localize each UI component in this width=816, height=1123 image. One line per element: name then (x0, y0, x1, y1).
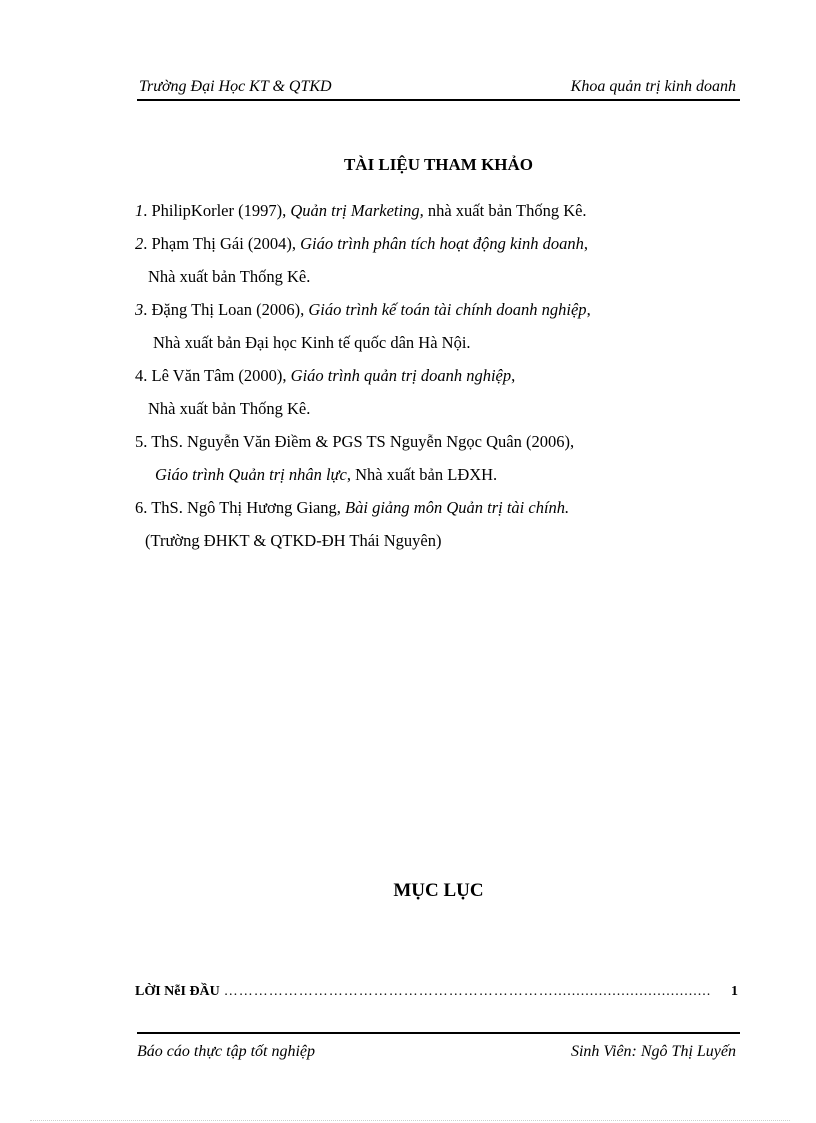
header-school: Trường Đại Học KT & QTKD (139, 78, 332, 95)
reference-italic: Giáo trình kế toán tài chính doanh nghiệp (308, 300, 587, 319)
reference-line (135, 498, 569, 518)
reference-text: 6. ThS. Ngô Thị Hương Giang, (135, 498, 346, 517)
reference-number: 2 (135, 234, 144, 253)
header-faculty: Khoa quản trị kinh doanh (570, 78, 736, 95)
reference-text: 5. ThS. Nguyễn Văn Điềm & PGS TS Nguyễn Ngọc Quân (2006), (135, 432, 575, 451)
reference-italic: Giáo trình phân tích hoạt động kinh doanh (300, 234, 584, 253)
reference-line (153, 333, 471, 353)
reference-line (135, 234, 588, 254)
reference-italic: Giáo trình quản trị doanh nghiệp (290, 366, 512, 385)
reference-text: . Phạm Thị Gái (2004), (143, 234, 301, 253)
reference-line (135, 432, 574, 452)
reference-text: . Đặng Thị Loan (2006), (143, 300, 309, 319)
reference-text: , Nhà xuất bản LĐXH. (346, 465, 498, 484)
reference-line (135, 300, 591, 320)
toc-page-number: 1 (731, 984, 738, 999)
reference-text: , (583, 234, 588, 253)
references-title: TÀI LIỆU THAM KHẢO (343, 155, 534, 174)
reference-line (135, 201, 587, 221)
reference-text: (Trường ĐHKT & QTKD-ĐH Thái Nguyên) (145, 531, 442, 550)
footer-report-title: Báo cáo thực tập tốt nghiệp (137, 1043, 316, 1060)
reference-line (145, 531, 441, 551)
reference-line (135, 366, 515, 386)
toc-entry-label: LỜI NễI ĐẦU (135, 984, 220, 999)
reference-text: nhà xuất bản Thống Kê. (423, 201, 587, 220)
reference-text: , (511, 366, 516, 385)
page-footer (137, 1032, 740, 1058)
reference-text: Nhà xuất bản Đại học Kinh tế quốc dân Hà Nội. (153, 333, 471, 352)
reference-text: Nhà xuất bản Thống Kê. (148, 399, 311, 418)
footer-student-name: Sinh Viên: Ngô Thị Luyến (570, 1043, 736, 1060)
reference-text: . PhilipKorler (1997), (143, 201, 291, 220)
toc-title: MỤC LỤC (393, 880, 484, 901)
reference-line (148, 267, 310, 287)
reference-text: Nhà xuất bản Thống Kê. (148, 267, 311, 286)
reference-italic: Giáo trình Quản trị nhân lực (155, 465, 347, 484)
reference-text: 4. Lê Văn Tâm (2000), (135, 366, 291, 385)
page-bottom-edge (30, 1120, 790, 1121)
reference-line (155, 465, 497, 485)
toc-entry[interactable] (135, 984, 738, 1000)
toc-leader-dots: …………………………………………………………................................... (223, 984, 712, 999)
reference-italic: Bài giảng môn Quản trị tài chính. (345, 498, 570, 517)
reference-number: 3 (135, 300, 144, 319)
page-header (137, 77, 740, 101)
reference-text: , (586, 300, 591, 319)
reference-line (148, 399, 310, 419)
reference-number: 1 (135, 201, 144, 220)
reference-italic: Quản trị Marketing, (290, 201, 424, 220)
